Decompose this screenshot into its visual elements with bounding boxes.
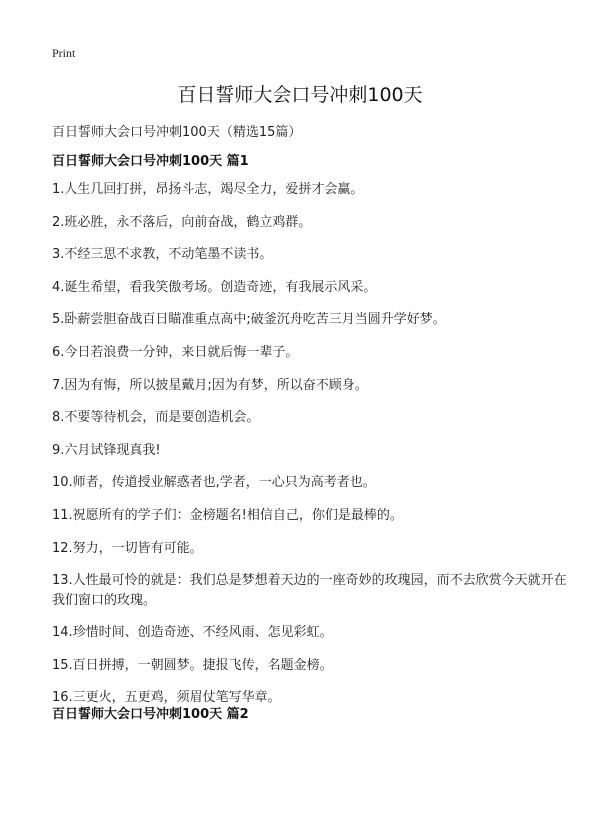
list-item: 10.师者，传道授业解惑者也,学者，一心只为高考者也。 bbox=[52, 475, 376, 491]
list-item: 11.祝愿所有的学子们：金榜题名!相信自己，你们是最棒的。 bbox=[52, 507, 403, 523]
list-item: 14.珍惜时间、创造奇迹、不经风雨、怎见彩虹。 bbox=[52, 625, 333, 641]
list-item: 12.努力，一切皆有可能。 bbox=[52, 540, 203, 556]
list-item: 13.人性最可怜的就是：我们总是梦想着天边的一座奇妙的玫瑰园，而不去欣赏今天就开在我们窗口的玫瑰。 bbox=[52, 573, 567, 609]
slogan-list bbox=[52, 180, 572, 721]
list-item: 16.三更火，五更鸡，须眉仗笔写华章。 bbox=[52, 690, 281, 706]
section-heading-2: 百日誓师大会口号冲刺100天 篇2 bbox=[52, 707, 249, 722]
section-heading-1: 百日誓师大会口号冲刺100天 篇1 bbox=[52, 154, 249, 169]
page-title: 百日誓师大会口号冲刺100天 bbox=[177, 84, 423, 106]
print-link[interactable]: Print bbox=[52, 46, 76, 60]
list-item: 1.人生几回打拼，昂扬斗志，竭尽全力，爱拼才会赢。 bbox=[52, 182, 364, 197]
list-item: 4.诞生希望，看我笑傲考场。创造奇迹，有我展示风采。 bbox=[52, 279, 377, 295]
document-subtitle: 百日誓师大会口号冲刺100天（精选15篇） bbox=[52, 125, 302, 140]
list-item: 8.不要等待机会，而是要创造机会。 bbox=[52, 410, 260, 426]
list-item: 5.卧薪尝胆奋战百日瞄准重点高中;破釜沉舟吃苦三月当圆升学好梦。 bbox=[52, 312, 446, 328]
list-item: 15.百日拼搏，一朝圆梦。捷报飞传，名题金榜。 bbox=[52, 657, 333, 673]
list-item: 2.班必胜，永不落后，向前奋战，鹤立鸡群。 bbox=[52, 214, 312, 230]
list-item: 3.不经三思不求教，不动笔墨不读书。 bbox=[52, 247, 273, 263]
list-item: 6.今日若浪费一分钟，来日就后悔一辈子。 bbox=[52, 344, 299, 360]
list-item: 7.因为有悔，所以披星戴月;因为有梦，所以奋不顾身。 bbox=[52, 377, 368, 393]
list-item: 9.六月试锋现真我! bbox=[52, 442, 161, 458]
